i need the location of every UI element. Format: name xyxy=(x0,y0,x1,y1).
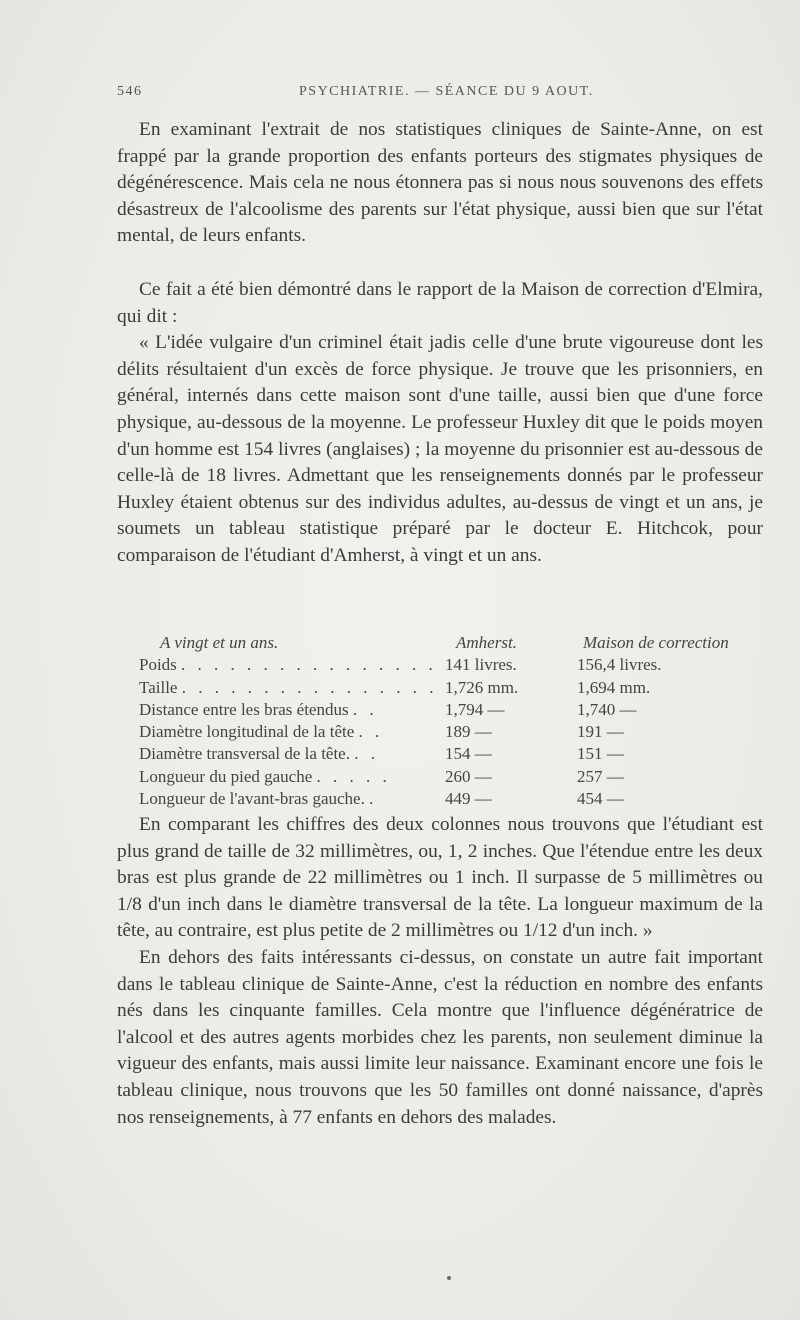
table-header-maison: Maison de correction xyxy=(583,633,729,652)
paragraph: « L'idée vulgaire d'un criminel était jadis celle d'une brute vigoureuse dont les délits résultaient d'un excès de force physique. Je trouve que les prisonniers, en général, internés dans cette maison sont d'une taille, aussi bien que d'une force physique, au-dessous de la moyenne. Le professeur Huxley dit que le poids moyen d'un homme est 154 livres (anglaises) ; la moyenne du prisonnier est au-dessous de celle-là de 18 livres. Admettant que les renseignements donnés par le professeur Huxley étaient obtenus sur des individus adultes, au-dessus de vingt et un ans, je soumets un tableau statistique préparé par le docteur E. Hitchcok, pour comparaison de l'étudiant d'Amherst, à vingt et un ans. xyxy=(117,332,763,566)
paragraph: En comparant les chiffres des deux colonnes nous trouvons que l'étudiant est plus grand de taille de 32 millimètres, ou, 1, 2 inches. Que l'étendue entre les deux bras est plus grande de 22 millimètres ou 1 inch. Il surpasse de 5 millimètres ou 1/8 d'un inch dans le diamètre transversal de la tête. La longueur maximum de la tête, au contraire, est plus petite de 2 millimètres ou 1/12 d'un inch. » xyxy=(117,814,763,942)
row-label: Distance entre les bras étendus xyxy=(139,699,349,719)
maison-value: 454 — xyxy=(577,789,624,809)
amherst-value: 189 — xyxy=(445,722,492,742)
amherst-value: 1,794 — xyxy=(445,699,505,719)
page-header xyxy=(117,84,762,104)
leader-dots: . . xyxy=(358,722,384,742)
amherst-value: 1,726 mm. xyxy=(445,677,519,697)
maison-value: 1,694 mm. xyxy=(577,677,651,697)
table-row xyxy=(117,655,763,677)
running-head: PSYCHIATRIE. — SÉANCE DU 9 AOUT. xyxy=(299,84,594,99)
page-number: 546 xyxy=(117,84,143,99)
row-label: Longueur du pied gauche xyxy=(139,766,313,786)
text-block-conclusion xyxy=(117,812,763,1131)
amherst-value: 449 — xyxy=(445,789,492,809)
row-label: Diamètre longitudinal de la tête xyxy=(139,722,355,742)
amherst-value: 154 — xyxy=(445,744,492,764)
amherst-value: 260 — xyxy=(445,766,492,786)
row-label: Poids xyxy=(139,655,177,675)
leader-dots: . . xyxy=(354,744,379,764)
table-row xyxy=(117,700,763,722)
table-header-age: A vingt et un ans. xyxy=(160,633,279,652)
text-block-intro xyxy=(117,117,763,250)
table-row xyxy=(117,789,763,811)
amherst-value: 141 livres. xyxy=(445,655,517,675)
table-row xyxy=(117,722,763,744)
maison-value: 151 — xyxy=(577,744,624,764)
paragraph: En dehors des faits intéressants ci-dessus, on constate un autre fait important dans le tableau clinique de Sainte-Anne, c'est la réduction en nombre des enfants nés dans les cinquante familles. Cela montre que l'influence dégénératrice de l'alcool et des autres agents morbides chez les parents, non seulement diminue la vigueur des enfants, mais aussi limite leur naissance. Examinant encore une fois le tableau clinique, nous trouvons que les 50 familles ont donné naissance, d'après nos renseignements, à 77 enfants en dehors des malades. xyxy=(117,946,763,1128)
table-header-row xyxy=(117,633,763,655)
maison-value: 257 — xyxy=(577,766,624,786)
row-label: Diamètre transversal de la tête. xyxy=(139,744,350,764)
maison-value: 1,740 — xyxy=(577,699,637,719)
leader-dots: . . . . . . . . . . . . . . . . xyxy=(181,655,437,675)
print-speck xyxy=(447,1276,451,1280)
leader-dots: . . xyxy=(352,699,378,719)
text-block-quote xyxy=(117,277,763,570)
paragraph: En examinant l'extrait de nos statistiques cliniques de Sainte-Anne, on est frappé par la grande proportion des enfants porteurs des stigmates physiques de dégénérescence. Mais cela ne nous étonnera pas si nous nous souvenons des effets désastreux de l'alcoolisme des parents sur l'état physique, aussi bien que sur l'état mental, de leurs enfants. xyxy=(117,119,763,247)
maison-value: 156,4 livres. xyxy=(577,655,662,675)
table-row xyxy=(117,678,763,700)
maison-value: 191 — xyxy=(577,722,624,742)
row-label: Taille xyxy=(139,677,178,697)
leader-dots: . . . . . xyxy=(316,766,391,786)
leader-dots: . xyxy=(369,789,378,809)
row-label: Longueur de l'avant-bras gauche. xyxy=(139,789,365,809)
table-row xyxy=(117,767,763,789)
paragraph: Ce fait a été bien démontré dans le rapport de la Maison de correction d'Elmira, qui dit : xyxy=(117,279,763,327)
table-row xyxy=(117,744,763,766)
table-header-amherst: Amherst. xyxy=(456,633,517,652)
comparison-table xyxy=(117,633,763,811)
leader-dots: . . . . . . . . . . . . . . . . xyxy=(181,677,438,697)
